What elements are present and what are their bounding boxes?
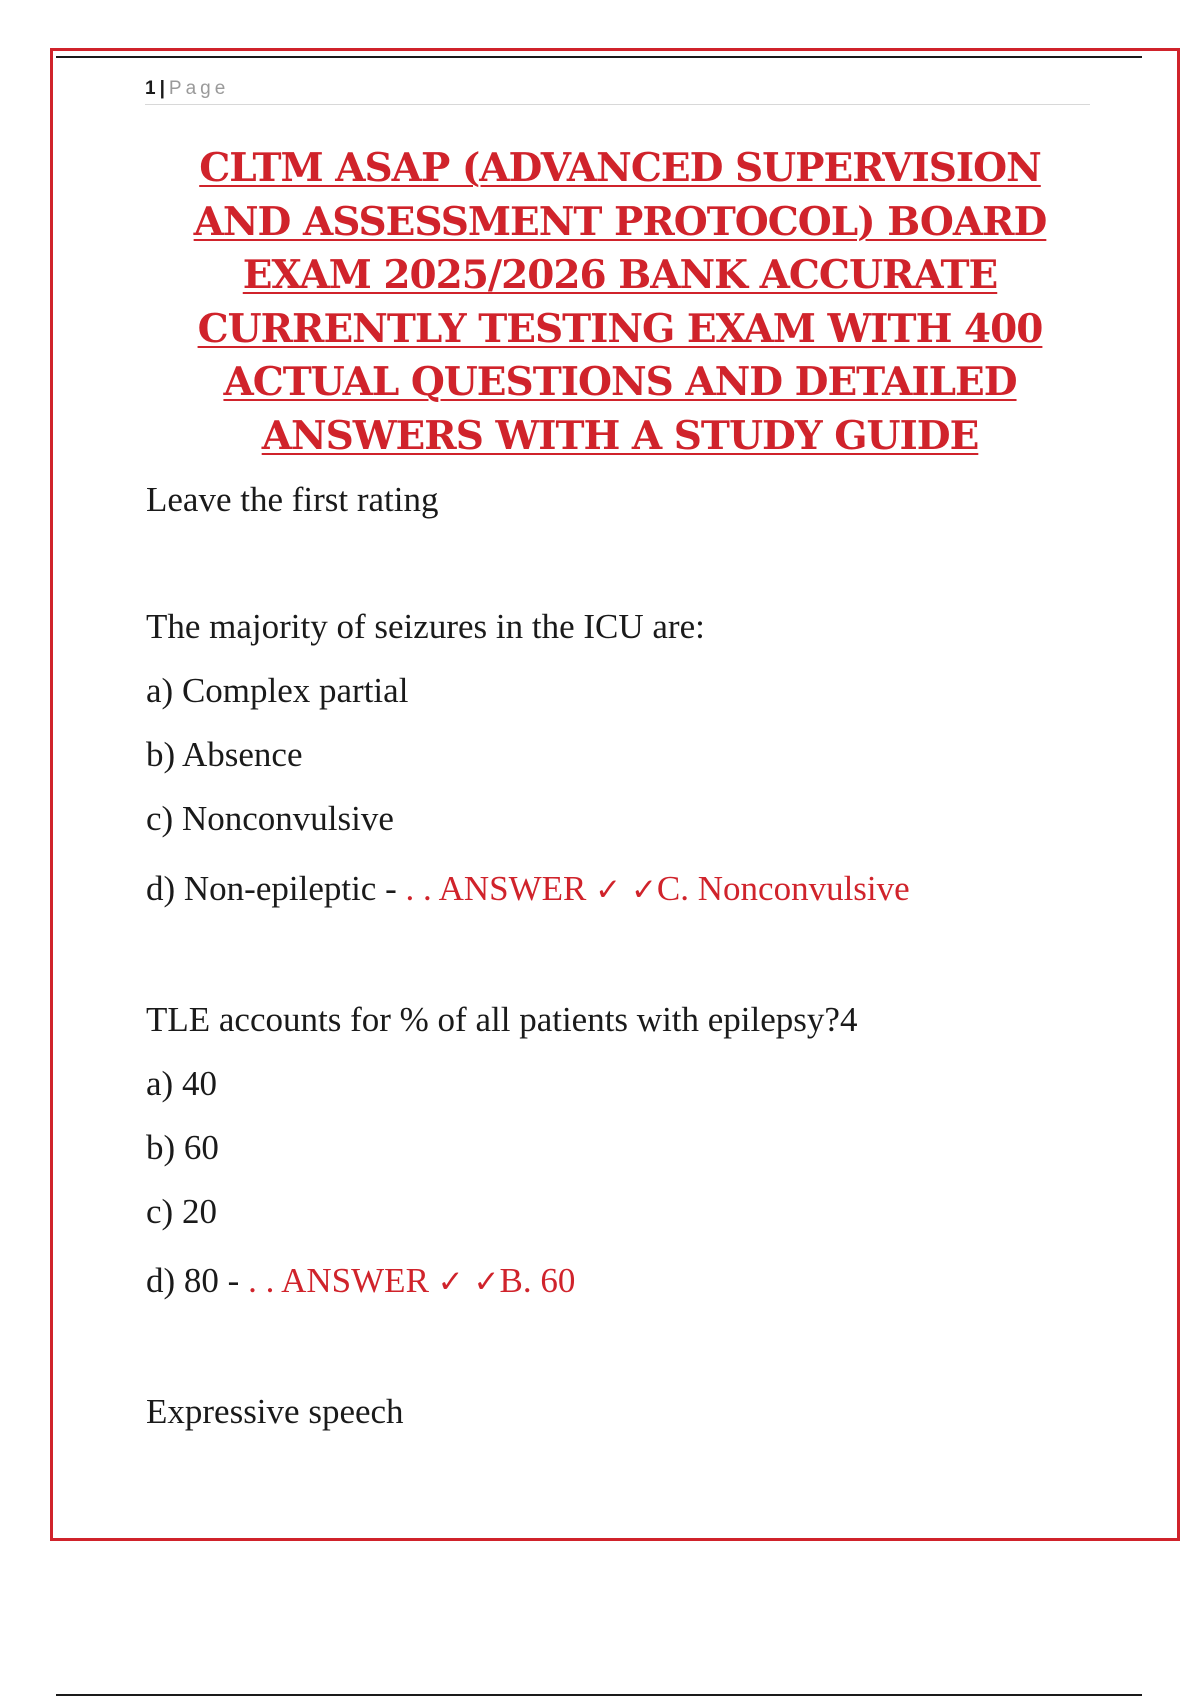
question-1-answer: C. Nonconvulsive xyxy=(656,869,910,908)
question-2-option-b: b) 60 xyxy=(146,1128,219,1167)
question-2-answer: B. 60 xyxy=(499,1261,576,1300)
page-label: Page xyxy=(168,78,230,99)
question-1-option-b: b) Absence xyxy=(146,735,303,774)
double-check-icon: ✓ ✓ xyxy=(437,1264,500,1300)
double-check-icon: ✓ ✓ xyxy=(595,872,657,908)
question-1-option-d: d) Non-epileptic - xyxy=(146,869,406,908)
page-separator: | xyxy=(159,78,165,99)
question-1-option-d-row xyxy=(146,869,910,910)
question-2-option-d-row xyxy=(146,1261,575,1302)
page-header xyxy=(145,74,1090,105)
question-1-text: The majority of seizures in the ICU are: xyxy=(146,607,705,646)
page-number: 1 xyxy=(145,78,156,99)
bottom-rule xyxy=(56,1694,1142,1696)
rating-prompt[interactable]: Leave the first rating xyxy=(146,480,439,519)
question-1-option-c: c) Nonconvulsive xyxy=(146,799,394,838)
question-3-text: Expressive speech xyxy=(146,1392,404,1431)
question-2-answer-prefix: . . ANSWER xyxy=(248,1261,438,1300)
question-2-text: TLE accounts for % of all patients with epilepsy?4 xyxy=(146,1000,858,1039)
question-2-option-c: c) 20 xyxy=(146,1192,217,1231)
question-1-answer-prefix: . . ANSWER xyxy=(405,869,596,908)
question-1-option-a: a) Complex partial xyxy=(146,671,409,710)
question-2-option-a: a) 40 xyxy=(146,1064,217,1103)
top-rule xyxy=(56,56,1142,58)
document-title: CLTM ASAP (ADVANCED SUPERVISION AND ASSESSMENT PROTOCOL) BOARD EXAM 2025/2026 BANK ACCURATE CURRENTLY TESTING EXAM WITH 400 ACTUAL QUESTIONS AND DETAILED ANSWERS WITH A STUDY GUIDE xyxy=(193,145,1047,459)
question-2-option-d: d) 80 - xyxy=(146,1261,249,1300)
